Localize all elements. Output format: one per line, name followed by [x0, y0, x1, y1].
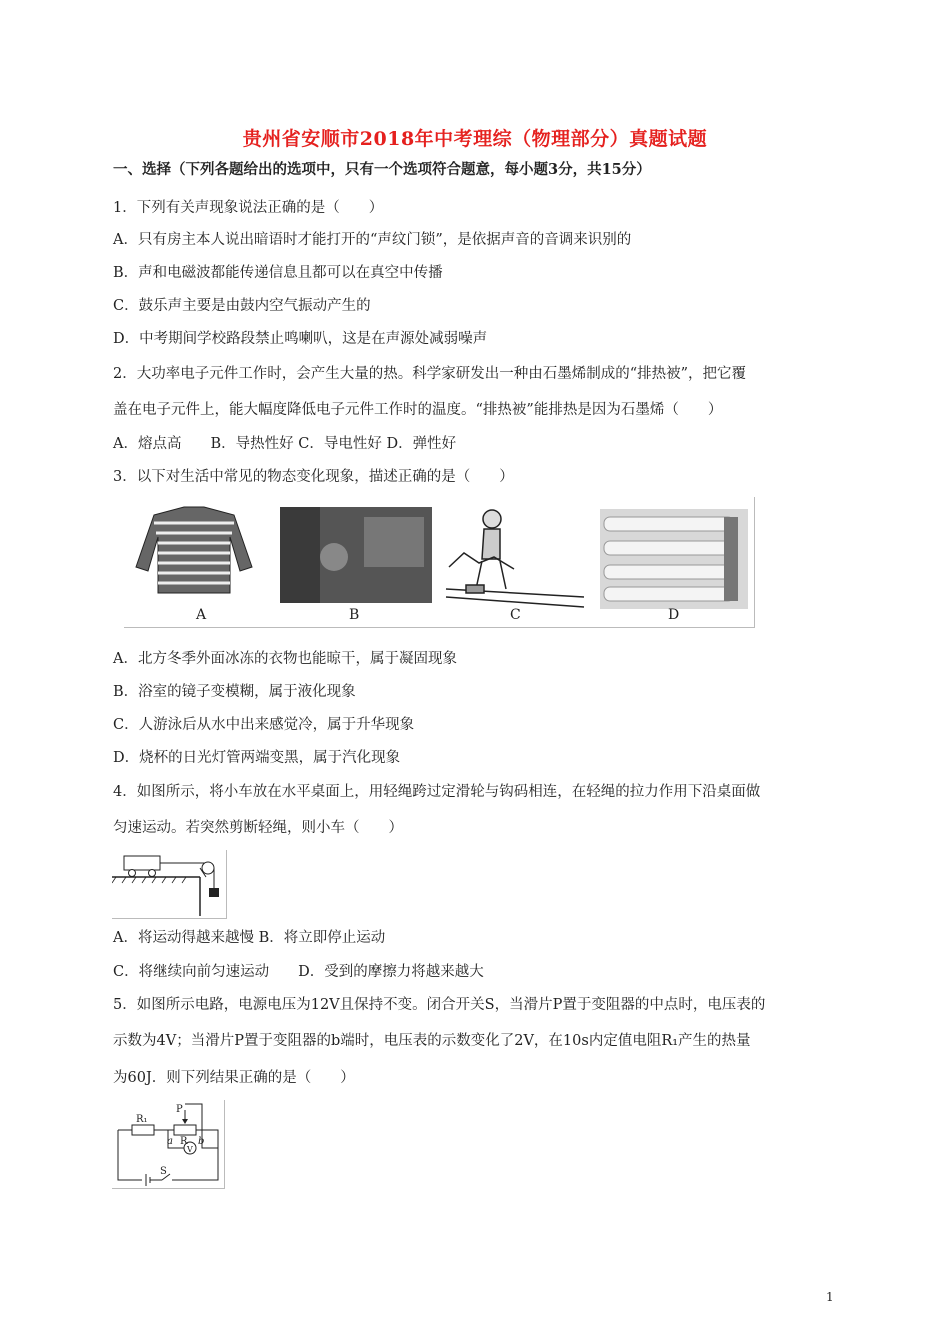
figure-label-a: A	[196, 607, 207, 623]
circuit-diagram	[112, 1100, 224, 1188]
label-r1: R₁	[136, 1114, 148, 1125]
cart-pulley-diagram	[112, 850, 226, 918]
q1-option-c: C．鼓乐声主要是由鼓内空气振动产生的	[113, 298, 371, 314]
q2-stem-line1: 2．大功率电子元件工作时，会产生大量的热。科学家研发出一种由石墨烯制成的“排热被”，把它覆	[113, 366, 747, 382]
q3-option-d: D．烧杯的日光灯管两端变黑，属于汽化现象	[113, 750, 401, 766]
figure-label-b: B	[349, 607, 360, 623]
q4-stem-line1: 4．如图所示，将小车放在水平桌面上，用轻绳跨过定滑轮与钩码相连，在轻绳的拉力作用下沿桌面做	[113, 784, 761, 800]
q1-option-a: A．只有房主本人说出暗语时才能打开的“声纹门锁”，是依据声音的音调来识别的	[113, 232, 632, 248]
label-p: P	[176, 1104, 183, 1115]
q5-circuit-figure	[112, 1100, 225, 1189]
q3-option-b: B．浴室的镜子变模糊，属于液化现象	[113, 684, 356, 700]
fluorescent-tube-image	[600, 509, 748, 609]
q4-options-ab: A．将运动得越来越慢 B．将立即停止运动	[113, 930, 386, 946]
q4-cart-figure	[112, 850, 227, 919]
swimmer-image	[446, 510, 584, 607]
label-s: S	[160, 1166, 167, 1177]
figure-label-d: D	[668, 607, 680, 623]
q2-stem-line2: 盖在电子元件上，能大幅度降低电子元件工作时的温度。“排热被”能排热是因为石墨烯（ ）	[113, 402, 723, 418]
q5-stem-line2: 示数为4V；当滑片P置于变阻器的b端时，电压表的示数变化了2V，在10s内定值电阻R₁产生的热量	[113, 1033, 751, 1049]
foggy-mirror-image	[280, 507, 432, 603]
q3-images	[124, 497, 754, 627]
label-r: R	[180, 1136, 188, 1147]
q5-stem-line3: 为60J．则下列结果正确的是（ ）	[113, 1070, 355, 1086]
q3-figure	[124, 497, 755, 628]
label-a: a	[167, 1136, 173, 1147]
slider-arrow-icon	[182, 1119, 188, 1124]
q3-option-c: C．人游泳后从水中出来感觉冷，属于升华现象	[113, 717, 415, 733]
page-title: 贵州省安顺市2018年中考理综（物理部分）真题试题	[242, 128, 708, 150]
q1-stem: 1．下列有关声现象说法正确的是（ ）	[113, 200, 384, 216]
q5-stem-line1: 5．如图所示电路，电源电压为12V且保持不变。闭合开关S，当滑片P置于变阻器的中点时，电压表的	[113, 997, 766, 1013]
q3-stem: 3．以下对生活中常见的物态变化现象，描述正确的是（ ）	[113, 469, 514, 485]
section-heading: 一、选择（下列各题给出的选项中，只有一个选项符合题意，每小题3分，共15分）	[113, 161, 651, 178]
page-number: 1	[826, 1290, 834, 1304]
q2-options: A．熔点高 B．导热性好 C．导电性好 D．弹性好	[113, 436, 457, 452]
sweater-image	[136, 507, 252, 593]
q1-option-d: D．中考期间学校路段禁止鸣喇叭，这是在声源处减弱噪声	[113, 331, 488, 347]
label-b: b	[198, 1136, 205, 1147]
q1-option-b: B．声和电磁波都能传递信息且都可以在真空中传播	[113, 265, 443, 281]
voltmeter-label: V	[187, 1145, 193, 1154]
figure-label-c: C	[510, 607, 521, 623]
q4-stem-line2: 匀速运动。若突然剪断轻绳，则小车（ ）	[113, 820, 403, 836]
q3-option-a: A．北方冬季外面冰冻的衣物也能晾干，属于凝固现象	[113, 651, 457, 667]
q4-options-cd: C．将继续向前匀速运动 D．受到的摩擦力将越来越大	[113, 964, 484, 980]
